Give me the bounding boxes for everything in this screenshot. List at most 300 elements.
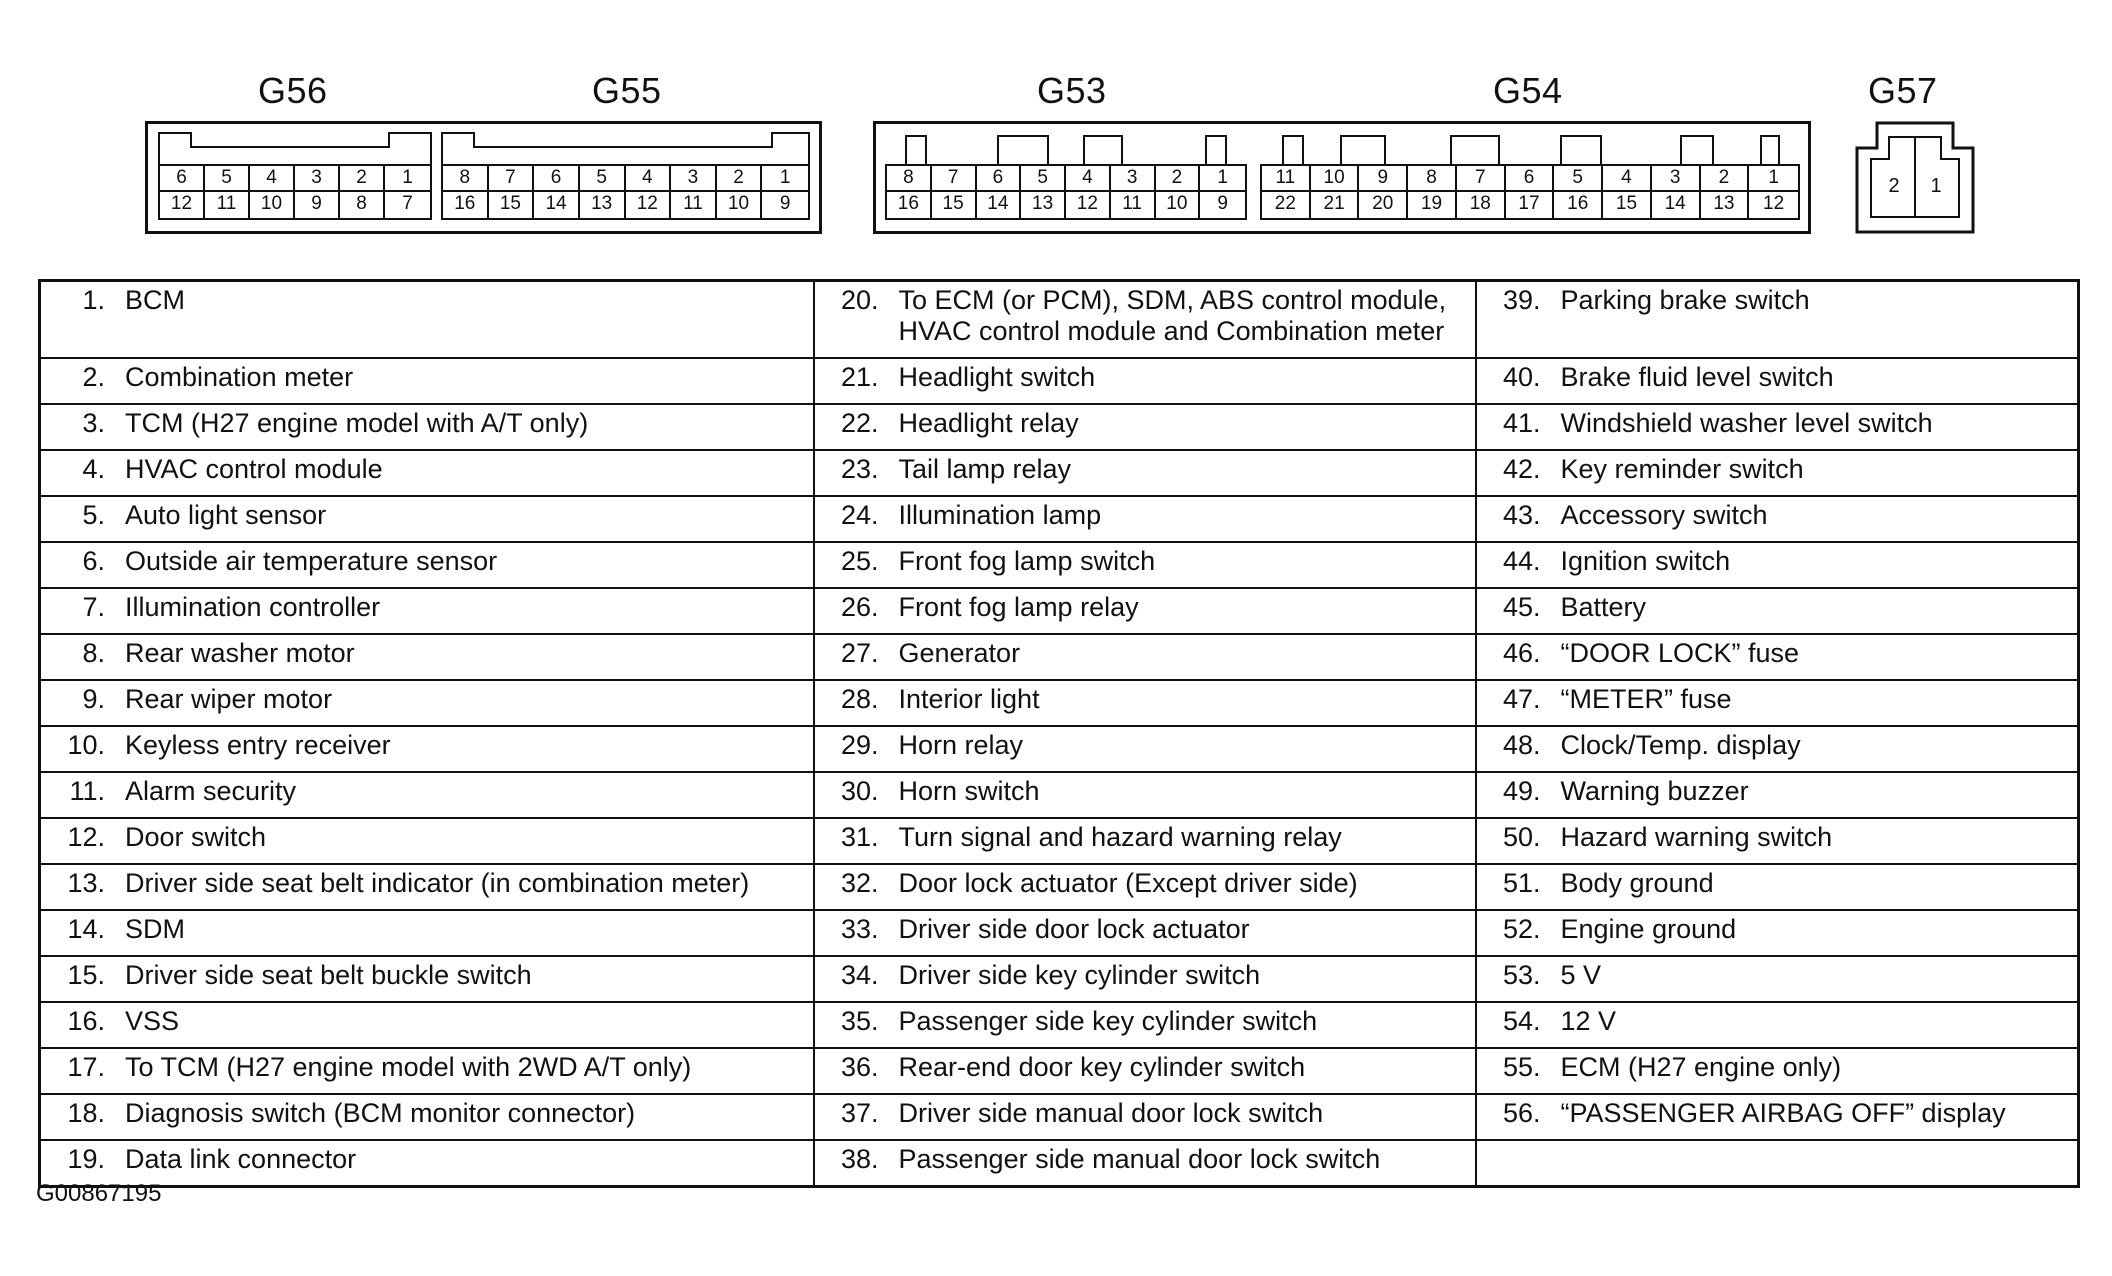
pin-g54-17: 17 — [1506, 192, 1555, 218]
pin-g53-3: 3 — [1111, 166, 1156, 192]
legend-description — [125, 1052, 691, 1083]
legend-row — [40, 450, 2079, 496]
legend-entry — [1476, 1048, 2079, 1094]
legend-description — [899, 1098, 1324, 1129]
pin-g53-5: 5 — [1021, 166, 1066, 192]
legend-description-line: 12 V — [1560, 1006, 1617, 1036]
legend-number: 4. — [82, 454, 105, 484]
pin-g55-8: 8 — [443, 166, 489, 192]
pin-g56-10: 10 — [250, 192, 295, 218]
legend-entry — [814, 1048, 1476, 1094]
legend-entry — [1476, 1094, 2079, 1140]
legend-description — [125, 684, 332, 715]
legend-entry — [40, 358, 814, 404]
pin-g53-7: 7 — [932, 166, 977, 192]
pin-g54-14: 14 — [1652, 192, 1701, 218]
legend-description-line: Key reminder switch — [1560, 454, 1804, 484]
pin-g54-19: 19 — [1408, 192, 1457, 218]
legend-description — [125, 285, 185, 316]
legend-description-line: BCM — [125, 285, 185, 315]
pin-g54-13: 13 — [1701, 192, 1750, 218]
legend-entry — [40, 634, 814, 680]
legend-entry — [814, 542, 1476, 588]
legend-number: 13. — [67, 868, 105, 898]
pin-g54-9: 9 — [1359, 166, 1408, 192]
legend-number: 17. — [67, 1052, 105, 1082]
legend-entry — [1476, 726, 2079, 772]
legend-number: 48. — [1502, 730, 1541, 760]
legend-number: 53. — [1502, 960, 1541, 990]
pin-g55-4: 4 — [626, 166, 672, 192]
pin-g55-3: 3 — [671, 166, 717, 192]
legend-entry — [1476, 772, 2079, 818]
legend-description-line: Door lock actuator (Except driver side) — [898, 868, 1358, 898]
legend-description-line: Windshield washer level switch — [1560, 408, 1933, 438]
legend-description — [1561, 868, 1714, 899]
legend-entry — [1476, 634, 2079, 680]
legend-row — [40, 818, 2079, 864]
legend-description-line: Engine ground — [1560, 914, 1737, 944]
legend-description-line: SDM — [125, 914, 185, 944]
pin-g54-20: 20 — [1359, 192, 1408, 218]
legend-description — [899, 1006, 1318, 1037]
legend-description — [1561, 1098, 2006, 1129]
legend-entry — [40, 1002, 814, 1048]
legend-description-line: Combination meter — [125, 362, 354, 392]
pin-grid-g54 — [1260, 164, 1800, 220]
legend-description — [899, 730, 1024, 761]
connector-key-g56 — [158, 132, 432, 164]
pin-g54-6: 6 — [1506, 166, 1555, 192]
pin-grid-g53 — [885, 164, 1247, 220]
legend-row — [40, 281, 2079, 359]
pin-g55-12: 12 — [626, 192, 672, 218]
pin-g53-1: 1 — [1200, 166, 1245, 192]
pin-grid-g55 — [441, 164, 810, 220]
legend-entry — [40, 496, 814, 542]
legend-description-line: Body ground — [1560, 868, 1714, 898]
legend-description-line: Driver side manual door lock switch — [898, 1098, 1324, 1128]
legend-description — [899, 546, 1156, 577]
legend-description-line: Rear washer motor — [125, 638, 355, 668]
legend-description-line: Rear-end door key cylinder switch — [898, 1052, 1306, 1082]
legend-description-line: HVAC control module — [125, 454, 383, 484]
pin-g56-5: 5 — [205, 166, 250, 192]
legend-number: 28. — [840, 684, 879, 714]
legend-number: 16. — [67, 1006, 105, 1036]
pin-g56-4: 4 — [250, 166, 295, 192]
legend-description-line: Clock/Temp. display — [1560, 730, 1801, 760]
pin-g54-7: 7 — [1457, 166, 1506, 192]
pin-g54-22: 22 — [1262, 192, 1311, 218]
legend-number: 5. — [82, 500, 105, 530]
pin-g56-9: 9 — [295, 192, 340, 218]
legend-entry — [814, 910, 1476, 956]
legend-number: 14. — [67, 914, 105, 944]
legend-entry — [40, 680, 814, 726]
legend-number: 12. — [67, 822, 105, 852]
legend-description-line: Outside air temperature sensor — [125, 546, 498, 576]
legend-number: 10. — [67, 730, 105, 760]
legend-description-line: Driver side key cylinder switch — [898, 960, 1261, 990]
pin-g55-7: 7 — [489, 166, 535, 192]
pin-g54-12: 12 — [1763, 193, 1785, 214]
pin-g53-13: 13 — [1021, 192, 1066, 218]
legend-number: 50. — [1502, 822, 1541, 852]
pin-g55-1: 1 — [762, 166, 808, 192]
legend-description-line: Horn relay — [898, 730, 1024, 760]
connector-label-g53: G53 — [1037, 70, 1107, 111]
legend-row — [40, 1094, 2079, 1140]
legend-description-line: Headlight relay — [898, 408, 1079, 438]
pin-g55-9: 9 — [779, 193, 791, 214]
legend-row — [40, 680, 2079, 726]
pin-g54-10: 10 — [1311, 166, 1360, 192]
legend-description — [125, 454, 383, 485]
legend-entry — [40, 1094, 814, 1140]
legend-entry — [1476, 358, 2079, 404]
legend-description-line: “DOOR LOCK” fuse — [1560, 638, 1800, 668]
legend-number: 45. — [1502, 592, 1541, 622]
pin-g53-9: 9 — [1217, 193, 1228, 214]
legend-entry — [814, 818, 1476, 864]
legend-number: 19. — [67, 1144, 105, 1174]
legend-entry — [1476, 680, 2079, 726]
legend-description-line: Rear wiper motor — [125, 684, 333, 714]
legend-number: 42. — [1502, 454, 1541, 484]
legend-number: 9. — [82, 684, 105, 714]
legend-description — [125, 776, 296, 807]
connector-label-g55: G55 — [592, 70, 662, 111]
pin-g54-4: 4 — [1603, 166, 1652, 192]
connector-label-g56: G56 — [258, 70, 328, 111]
legend-entry — [814, 496, 1476, 542]
legend-number: 2. — [82, 362, 105, 392]
legend-entry — [1476, 818, 2079, 864]
pin-g53-6: 6 — [977, 166, 1022, 192]
connector-label-g54: G54 — [1493, 70, 1563, 111]
legend-table — [38, 279, 2080, 1188]
legend-description — [1561, 914, 1737, 945]
legend-row — [40, 496, 2079, 542]
legend-description — [899, 408, 1079, 439]
pin-g53-10: 10 — [1156, 192, 1201, 218]
figure-code: G00867195 — [36, 1180, 162, 1207]
legend-entry — [814, 358, 1476, 404]
legend-number: 55. — [1502, 1052, 1541, 1082]
legend-description — [1561, 1006, 1617, 1037]
legend-description — [125, 914, 185, 945]
pin-g53-2: 2 — [1156, 166, 1201, 192]
legend-entry — [40, 542, 814, 588]
legend-entry — [40, 910, 814, 956]
legend-description — [1561, 960, 1602, 991]
legend-row — [40, 726, 2079, 772]
pin-g54-15: 15 — [1603, 192, 1652, 218]
legend-description-line: “PASSENGER AIRBAG OFF” display — [1560, 1098, 2006, 1128]
legend-description — [125, 408, 588, 439]
legend-description-line: Warning buzzer — [1560, 776, 1749, 806]
legend-number: 39. — [1502, 285, 1541, 315]
legend-description-line: To ECM (or PCM), SDM, ABS control module, — [898, 285, 1447, 315]
pin-g54-3: 3 — [1652, 166, 1701, 192]
legend-description — [125, 730, 391, 761]
pin-g57-2: 2 — [1888, 175, 1900, 197]
legend-number: 43. — [1502, 500, 1541, 530]
legend-description-line: Turn signal and hazard warning relay — [898, 822, 1342, 852]
pin-g53-8: 8 — [887, 166, 932, 192]
legend-entry — [40, 404, 814, 450]
pin-g56-3: 3 — [295, 166, 340, 192]
pin-g54-11: 11 — [1262, 166, 1311, 192]
legend-description — [125, 960, 532, 991]
legend-entry — [40, 818, 814, 864]
legend-number: 30. — [840, 776, 879, 806]
legend-entry — [40, 864, 814, 910]
pin-g54-1: 1 — [1749, 166, 1798, 192]
pin-g55-15: 15 — [489, 192, 535, 218]
legend-description — [899, 454, 1072, 485]
legend-entry — [814, 450, 1476, 496]
legend-number: 7. — [82, 592, 105, 622]
legend-entry — [814, 726, 1476, 772]
legend-description — [1561, 592, 1647, 623]
legend-number: 56. — [1502, 1098, 1541, 1128]
legend-description — [1561, 684, 1732, 715]
legend-number: 26. — [840, 592, 879, 622]
legend-description-line: Accessory switch — [1560, 500, 1768, 530]
pin-g57-1: 1 — [1930, 175, 1942, 197]
legend-row — [40, 358, 2079, 404]
legend-description-line: Interior light — [898, 684, 1040, 714]
connector-housing-g57 — [1855, 121, 1975, 234]
pin-g55-16: 16 — [443, 192, 489, 218]
legend-entry — [814, 281, 1476, 359]
legend-description-line: HVAC control module and Combination meter — [898, 316, 1445, 346]
connector-key-g53 — [885, 132, 1247, 164]
pin-g55-14: 14 — [534, 192, 580, 218]
legend-description-line: ECM (H27 engine only) — [1560, 1052, 1842, 1082]
legend-description — [899, 684, 1040, 715]
legend-description — [899, 822, 1342, 853]
legend-row — [40, 910, 2079, 956]
pin-g55-13: 13 — [580, 192, 626, 218]
legend-number: 27. — [840, 638, 879, 668]
legend-entry — [814, 404, 1476, 450]
pin-g54-8: 8 — [1408, 166, 1457, 192]
legend-number: 49. — [1502, 776, 1541, 806]
legend-number: 6. — [82, 546, 105, 576]
legend-entry — [1476, 281, 2079, 359]
legend-entry — [1476, 450, 2079, 496]
pin-g56-2: 2 — [340, 166, 385, 192]
legend-description — [1561, 454, 1804, 485]
legend-row — [40, 1002, 2079, 1048]
legend-description-line: VSS — [125, 1006, 180, 1036]
legend-description-line: Illumination lamp — [898, 500, 1102, 530]
legend-entry — [1476, 404, 2079, 450]
legend-entry — [814, 956, 1476, 1002]
legend-description-line: Illumination controller — [125, 592, 381, 622]
legend-description — [1561, 500, 1768, 531]
legend-description — [1561, 822, 1833, 853]
legend-description-line: Parking brake switch — [1560, 285, 1810, 315]
legend-description-line: 5 V — [1560, 960, 1602, 990]
legend-number: 21. — [840, 362, 879, 392]
pin-g54-16: 16 — [1554, 192, 1603, 218]
legend-number: 51. — [1502, 868, 1541, 898]
legend-description-line: Battery — [1560, 592, 1647, 622]
legend-description-line: Keyless entry receiver — [125, 730, 391, 760]
legend-entry — [40, 1048, 814, 1094]
legend-entry — [814, 634, 1476, 680]
legend-number: 46. — [1502, 638, 1541, 668]
legend-description — [899, 868, 1358, 899]
legend-number: 37. — [840, 1098, 879, 1128]
legend-number: 18. — [67, 1098, 105, 1128]
pin-g56-1: 1 — [385, 166, 430, 192]
legend-description-line: Driver side seat belt indicator (in combination meter) — [125, 868, 750, 898]
legend-description — [125, 868, 749, 899]
pin-g53-11: 11 — [1111, 192, 1156, 218]
pin-g54-18: 18 — [1457, 192, 1506, 218]
connector-key-g54 — [1260, 132, 1800, 164]
legend-description — [899, 914, 1250, 945]
pin-g55-6: 6 — [534, 166, 580, 192]
legend-description — [1561, 546, 1731, 577]
legend-description-line: Driver side door lock actuator — [898, 914, 1250, 944]
legend-row — [40, 1140, 2079, 1187]
legend-number: 44. — [1502, 546, 1541, 576]
legend-description-line: Data link connector — [125, 1144, 357, 1174]
legend-description — [1561, 362, 1834, 393]
legend-description — [899, 1144, 1381, 1175]
legend-entry — [1476, 542, 2079, 588]
legend-description-line: Alarm security — [125, 776, 297, 806]
legend-description-line: Tail lamp relay — [898, 454, 1072, 484]
legend-description — [125, 638, 355, 669]
legend-description — [1561, 776, 1749, 807]
legend-description — [899, 776, 1040, 807]
legend-entry — [40, 450, 814, 496]
legend-number: 20. — [840, 285, 879, 315]
legend-row — [40, 956, 2079, 1002]
legend-number: 40. — [1502, 362, 1541, 392]
legend-entry — [814, 1002, 1476, 1048]
legend-description-line: Horn switch — [898, 776, 1040, 806]
legend-number: 8. — [82, 638, 105, 668]
legend-number: 11. — [69, 776, 105, 806]
pin-g56-6: 6 — [160, 166, 205, 192]
connector-label-g57: G57 — [1868, 70, 1938, 111]
legend-number: 3. — [82, 408, 105, 438]
legend-description — [1561, 408, 1933, 439]
legend-entry — [1476, 1002, 2079, 1048]
legend-number: 35. — [840, 1006, 879, 1036]
legend-number: 23. — [840, 454, 879, 484]
pin-g54-2: 2 — [1701, 166, 1750, 192]
legend-row — [40, 542, 2079, 588]
pin-g53-14: 14 — [977, 192, 1022, 218]
legend-entry — [1476, 910, 2079, 956]
pin-grid-g56 — [158, 164, 432, 220]
legend-description-line: “METER” fuse — [1560, 684, 1732, 714]
legend-entry — [1476, 588, 2079, 634]
pin-g56-7: 7 — [402, 193, 413, 214]
legend-entry — [814, 1094, 1476, 1140]
legend-number: 47. — [1502, 684, 1541, 714]
legend-description-line: Headlight switch — [898, 362, 1096, 392]
pin-g55-5: 5 — [580, 166, 626, 192]
legend-description — [125, 362, 353, 393]
legend-description-line: Diagnosis switch (BCM monitor connector) — [125, 1098, 636, 1128]
pin-g53-12: 12 — [1066, 192, 1111, 218]
legend-description — [899, 500, 1102, 531]
connector-outline-g57 — [1855, 121, 1975, 234]
legend-number: 15. — [67, 960, 105, 990]
legend-row — [40, 864, 2079, 910]
legend-description-line: Generator — [898, 638, 1021, 668]
legend-description — [125, 822, 266, 853]
legend-description-line: Driver side seat belt buckle switch — [125, 960, 532, 990]
pin-g53-15: 15 — [932, 192, 977, 218]
legend-description — [1561, 730, 1801, 761]
legend-entry — [40, 772, 814, 818]
pin-g56-11: 11 — [205, 192, 250, 218]
legend-row — [40, 588, 2079, 634]
legend-description-line: Front fog lamp relay — [898, 592, 1139, 622]
pin-g56-12: 12 — [160, 192, 205, 218]
legend-description — [125, 500, 326, 531]
legend-number: 31. — [840, 822, 879, 852]
legend-description-line: Passenger side manual door lock switch — [898, 1144, 1381, 1174]
legend-number: 54. — [1502, 1006, 1541, 1036]
legend-entry — [1476, 864, 2079, 910]
legend-entry — [1476, 1140, 2079, 1187]
pin-g53-4: 4 — [1066, 166, 1111, 192]
legend-number: 25. — [840, 546, 879, 576]
legend-description — [125, 1006, 179, 1037]
legend-entry — [814, 680, 1476, 726]
pin-g56-8: 8 — [340, 192, 385, 218]
legend-number: 33. — [840, 914, 879, 944]
legend-description-line: Hazard warning switch — [1560, 822, 1833, 852]
legend-description — [1561, 1052, 1842, 1083]
legend-entry — [40, 726, 814, 772]
connector-key-g55 — [441, 132, 810, 164]
pin-g54-5: 5 — [1554, 166, 1603, 192]
legend-number: 22. — [840, 408, 879, 438]
legend-description-line: Passenger side key cylinder switch — [898, 1006, 1318, 1036]
legend-number: 52. — [1502, 914, 1541, 944]
legend-entry — [814, 864, 1476, 910]
legend-number: 41. — [1502, 408, 1541, 438]
legend-entry — [814, 772, 1476, 818]
legend-entry — [40, 956, 814, 1002]
legend-description-line: Ignition switch — [1560, 546, 1731, 576]
legend-description-line: Front fog lamp switch — [898, 546, 1156, 576]
legend-number: 29. — [840, 730, 879, 760]
legend-row — [40, 404, 2079, 450]
legend-entry — [814, 588, 1476, 634]
legend-description-line: Door switch — [125, 822, 267, 852]
pin-g54-21: 21 — [1311, 192, 1360, 218]
legend-row — [40, 772, 2079, 818]
legend-row — [40, 634, 2079, 680]
legend-entry — [814, 1140, 1476, 1187]
legend-description — [125, 1098, 635, 1129]
legend-description — [1561, 638, 1800, 669]
